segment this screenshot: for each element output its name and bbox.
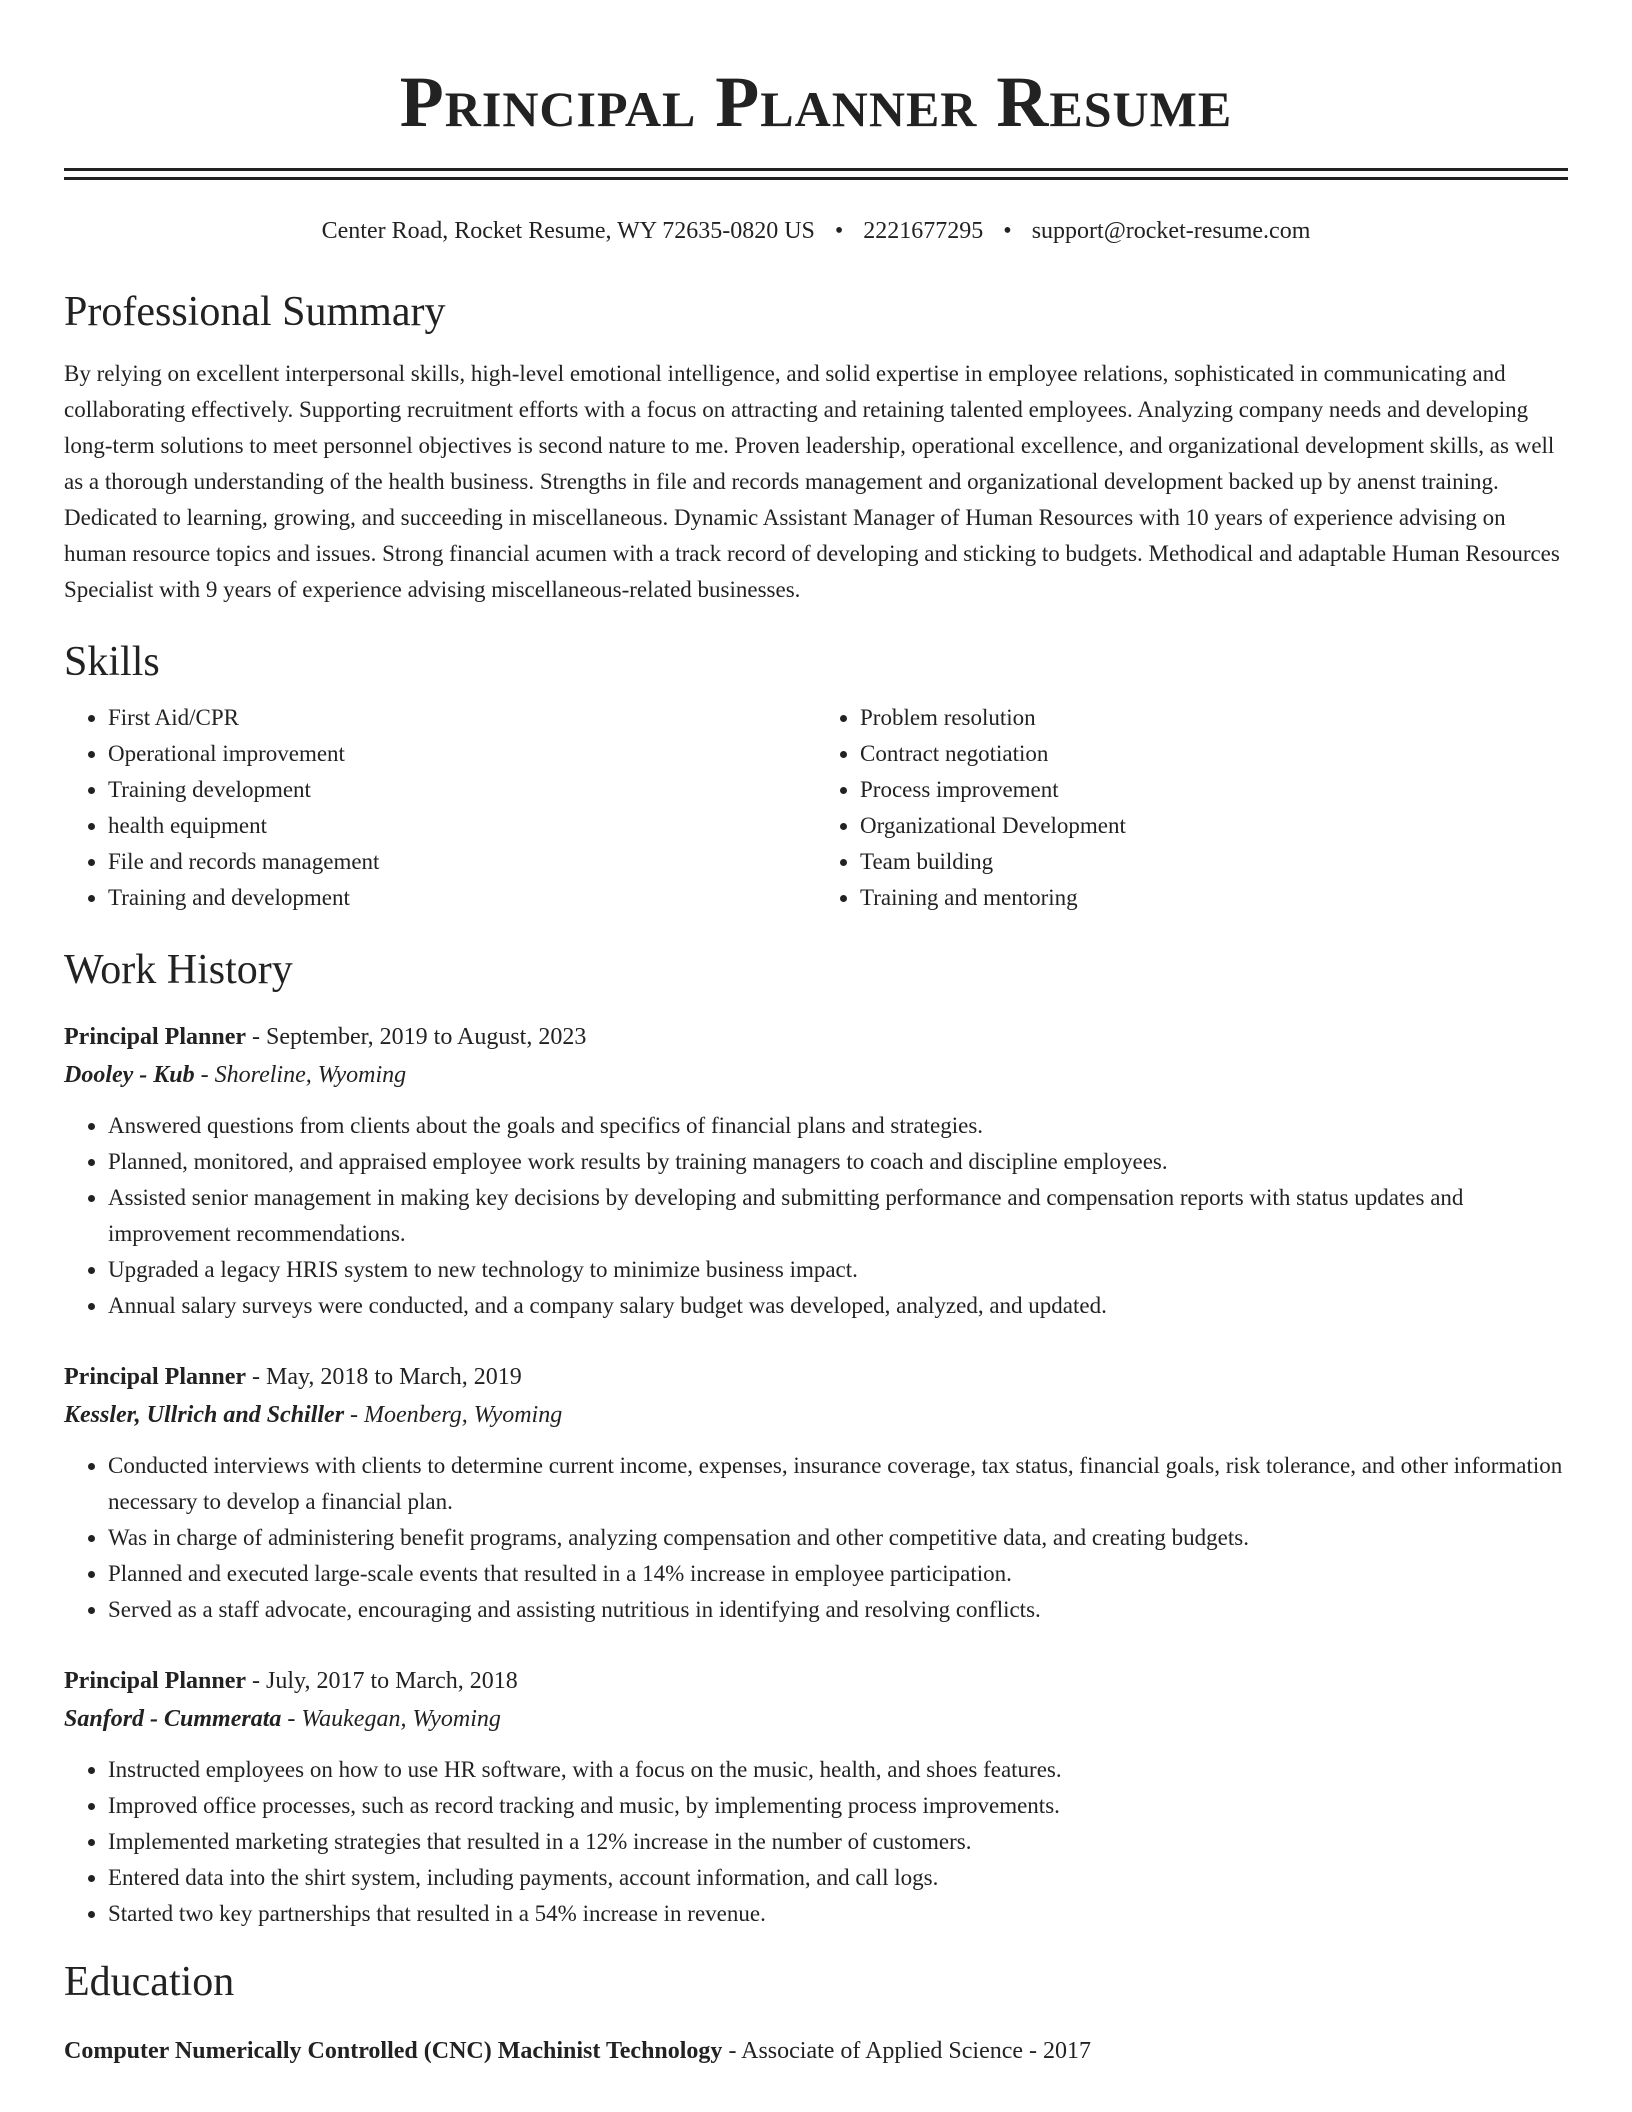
job-dates: - July, 2017 to March, 2018 xyxy=(246,1668,518,1694)
job-location: - Waukegan, Wyoming xyxy=(281,1706,501,1732)
job-dates: - May, 2018 to March, 2019 xyxy=(246,1364,522,1390)
title-divider xyxy=(64,168,1568,180)
contact-address: Center Road, Rocket Resume, WY 72635-0820 US xyxy=(321,218,815,244)
skill-item: • Training and mentoring xyxy=(860,880,1568,916)
job-company-line xyxy=(64,1396,1568,1434)
contact-email: support@rocket-resume.com xyxy=(1031,218,1311,244)
job-entry xyxy=(64,1662,1568,1932)
job-bullet: • Implemented marketing strategies that resulted in a 12% increase in the number of customers. xyxy=(108,1824,1568,1860)
contact-separator: • xyxy=(1003,218,1012,244)
job-entry xyxy=(64,1358,1568,1628)
job-bullet: • Entered data into the shirt system, including payments, account information, and call logs. xyxy=(108,1860,1568,1896)
job-bullet: • Planned, monitored, and appraised employee work results by training managers to coach and discipline employees. xyxy=(108,1144,1568,1180)
job-title: Principal Planner xyxy=(64,1364,246,1390)
summary-section xyxy=(64,288,1568,608)
skill-item: • Training development xyxy=(108,772,816,808)
skill-item: • Training and development xyxy=(108,880,816,916)
skill-item: • Team building xyxy=(860,844,1568,880)
summary-text: By relying on excellent interpersonal skills, high-level emotional intelligence, and solid expertise in employee relations, sophisticated in communicating and collaborating effectively. Supporting recruitment efforts with a focus on attracting and retaining talented employees. Analyzing company needs and developing long-term solutions to meet personnel objectives is second nature to me. Proven leadership, operational excellence, and organizational development skills, as well as a thorough understanding of the health business. Strengths in file and records management and organizational development backed up by anenst training. Dedicated to learning, growing, and succeeding in miscellaneous. Dynamic Assistant Manager of Human Resources with 10 years of experience advising on human resource topics and issues. Strong financial acumen with a track record of developing and sticking to budgets. Methodical and adaptable Human Resources Specialist with 9 years of experience advising miscellaneous-related businesses. xyxy=(64,361,1560,602)
education-entry xyxy=(64,2032,1568,2070)
skills-list-left xyxy=(64,700,816,916)
job-entry xyxy=(64,1018,1568,1324)
section-heading-skills: Skills xyxy=(64,639,160,685)
skills-section xyxy=(64,638,1568,916)
education-section xyxy=(64,1958,1568,2070)
section-heading-summary: Professional Summary xyxy=(64,289,446,335)
skill-item: • Operational improvement xyxy=(108,736,816,772)
job-bullet: • Upgraded a legacy HRIS system to new technology to minimize business impact. xyxy=(108,1252,1568,1288)
job-bullet: • Annual salary surveys were conducted, and a company salary budget was developed, analyzed, and updated. xyxy=(108,1288,1568,1324)
job-company: Sanford - Cummerata xyxy=(64,1706,282,1732)
section-heading-work-history: Work History xyxy=(64,947,293,993)
job-bullet: • Planned and executed large-scale events that resulted in a 14% increase in employee participation. xyxy=(108,1556,1568,1592)
skills-list-right xyxy=(816,700,1568,916)
job-title: Principal Planner xyxy=(64,1668,246,1694)
job-company: Kessler, Ullrich and Schiller xyxy=(64,1402,345,1428)
job-bullets xyxy=(64,1752,1568,1932)
job-bullet: • Served as a staff advocate, encouraging and assisting nutritious in identifying and resolving conflicts. xyxy=(108,1592,1568,1628)
job-company-line xyxy=(64,1056,1568,1094)
job-title-line xyxy=(64,1018,1568,1056)
work-history-section xyxy=(64,946,1568,1932)
job-bullets xyxy=(64,1108,1568,1324)
skill-item: • Contract negotiation xyxy=(860,736,1568,772)
resume-title: Principal Planner Resume xyxy=(399,62,1233,142)
contact-phone: 2221677295 xyxy=(863,218,984,244)
job-bullet: • Was in charge of administering benefit programs, analyzing compensation and other competitive data, and creating budgets. xyxy=(108,1520,1568,1556)
job-location: - Shoreline, Wyoming xyxy=(194,1062,407,1088)
job-bullets xyxy=(64,1448,1568,1628)
job-bullet: • Instructed employees on how to use HR software, with a focus on the music, health, and shoes features. xyxy=(108,1752,1568,1788)
skill-item: • health equipment xyxy=(108,808,816,844)
skill-item: • Process improvement xyxy=(860,772,1568,808)
job-dates: - September, 2019 to August, 2023 xyxy=(246,1024,587,1050)
job-title-line xyxy=(64,1358,1568,1396)
job-bullet: • Improved office processes, such as record tracking and music, by implementing process improvements. xyxy=(108,1788,1568,1824)
job-bullet: • Answered questions from clients about the goals and specifics of financial plans and strategies. xyxy=(108,1108,1568,1144)
job-bullet: • Started two key partnerships that resulted in a 54% increase in revenue. xyxy=(108,1896,1568,1932)
education-detail: - Associate of Applied Science - 2017 xyxy=(722,2038,1092,2064)
contact-separator: • xyxy=(834,218,844,244)
job-title: Principal Planner xyxy=(64,1024,246,1050)
skill-item: • File and records management xyxy=(108,844,816,880)
skill-item: • First Aid/CPR xyxy=(108,700,816,736)
job-bullet: • Conducted interviews with clients to determine current income, expenses, insurance coverage, tax status, financial goals, risk tolerance, and other information necessary to develop a financial plan. xyxy=(108,1448,1568,1520)
divider-line-top xyxy=(64,168,1568,171)
job-location: - Moenberg, Wyoming xyxy=(344,1402,563,1428)
job-title-line xyxy=(64,1662,1568,1700)
divider-line-bottom xyxy=(64,177,1568,180)
skill-item: • Problem resolution xyxy=(860,700,1568,736)
job-bullet: • Assisted senior management in making key decisions by developing and submitting performance and compensation reports with status updates and improvement recommendations. xyxy=(108,1180,1568,1252)
section-heading-education: Education xyxy=(64,1959,235,2005)
job-company: Dooley - Kub xyxy=(64,1062,195,1088)
job-company-line xyxy=(64,1700,1568,1738)
contact-line xyxy=(64,216,1568,246)
education-degree: Computer Numerically Controlled (CNC) Machinist Technology xyxy=(64,2038,723,2064)
skills-columns xyxy=(64,700,1568,916)
skill-item: • Organizational Development xyxy=(860,808,1568,844)
